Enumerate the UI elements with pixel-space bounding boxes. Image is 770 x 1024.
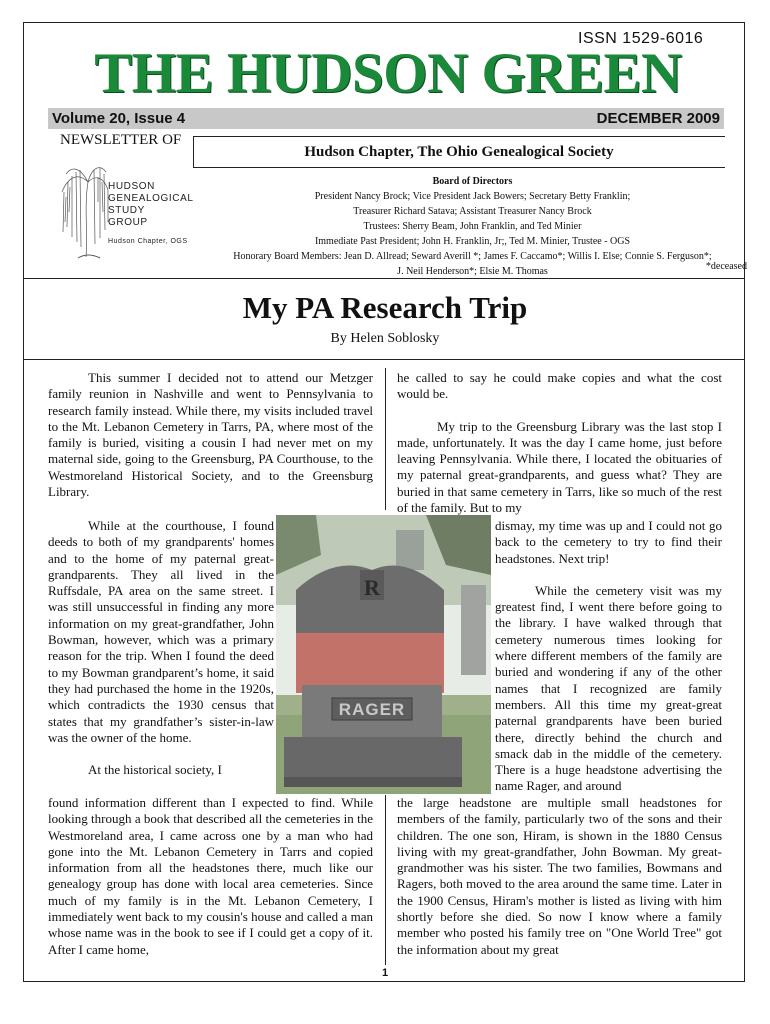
- left-column-top: [48, 370, 373, 500]
- right-column-bottom: [397, 795, 722, 958]
- paragraph: This summer I decided not to attend our Metzger family reunion in Nashville and went to Pennsylvania to research family instead. While there, my visits included travel to the Mt. Lebanon Cemetery in Tarrs, PA, where most of the family is buried, visiting a cousin I had never met on my maternal side, going to the Greensburg, PA Courthouse, to the Westmoreland Historical Society, and to the Greensburg Library.: [48, 370, 373, 500]
- issue-date: DECEMBER 2009: [596, 110, 720, 127]
- paragraph: While the cemetery visit was my greatest find, I went there before going to the library. I have walked through that cemetery numerous times looking for where different members of the family are buried and wondering if any of the other names that I recognized are family members. All this time my great-great paternal grandparents have been buried there, directly behind the church and smack dab in the middle of the cemetery. There is a huge headstone advertising the name Rager, and around: [495, 582, 722, 794]
- column-divider: [385, 368, 386, 510]
- volume-bar: [48, 108, 724, 129]
- left-column-wrap: [48, 518, 274, 778]
- board-line: Honorary Board Members: Jean D. Allread; Seward Averill *; James F. Caccamo*; Willis I. Else; Connie S. Ferguson*;: [233, 251, 712, 262]
- logo-chapter: Hudson Chapter, OGS: [108, 238, 188, 245]
- rager-headstone-photo: [276, 515, 491, 794]
- masthead-title: THE HUDSON GREEN: [94, 42, 682, 105]
- paragraph: While at the courthouse, I found deeds to both of my grandparents' homes and to the home of my paternal great-grandparents. They all lived in the Ruffsdale, PA area on the same street. I was still unsuccessful in finding any more information on my great-grandfather, John Bowman, however, which was a primary reason for the trip. When I found the deed to my Bowman grandparent’s home, it said they had purchased the home in the 1920s, which contradicts the 1930 census that states that my grandfather’s sister-in-law was the owner of the home.: [48, 518, 274, 745]
- paragraph: My trip to the Greensburg Library was the last stop I made, unfortunately. It was the day I came home, just before leaving Pennsylvania. While there, I located the obituaries of my paternal great-grandparents, and guess what? They are buried in that same cemetery in Tarrs, like so much of the rest of the family. But to my: [397, 418, 722, 516]
- right-column-top: [397, 370, 722, 516]
- divider: [23, 278, 745, 279]
- stone-letter: R: [364, 575, 380, 600]
- stone-name: RAGER: [338, 700, 406, 719]
- board-of-directors: [220, 174, 725, 279]
- paragraph: he called to say he could make copies and what the cost would be.: [397, 370, 722, 402]
- board-line: Treasurer Richard Satava; Assistant Treasurer Nancy Brock: [353, 206, 592, 217]
- paragraph: found information different than I expected to find. While looking through a book that described all the cemeteries in the Westmoreland area, I came across one by a man who had gone into the Mt. Lebanon Cemetery in Tarrs and copied information from all the headstones there, much like our genealogy group has done with local area cemeteries. Since much of my family is in the Mt. Lebanon Cemetery, I immediately went back to my cousin's house and called a man whose name was in the book to see if I could get a copy of it. After I came home,: [48, 795, 373, 957]
- issn: ISSN 1529-6016: [578, 30, 704, 47]
- column-divider: [385, 795, 386, 965]
- board-line: Immediate Past President; John H. Franklin, Jr;, Ted M. Minier, Trustee - OGS: [314, 236, 631, 247]
- article-title: My PA Research Trip: [242, 290, 528, 325]
- left-column-bottom: [48, 795, 373, 958]
- newsletter-of: NEWSLETTER OF: [60, 132, 182, 148]
- board-line: President Nancy Brock; Vice President Jack Bowers; Secretary Betty Franklin;: [314, 191, 631, 202]
- board-line: Trustees: Sherry Beam, John Franklin, and Ted Minier: [363, 221, 582, 232]
- right-column-wrap: [495, 518, 722, 795]
- paragraph-start: At the historical society, I: [88, 762, 222, 778]
- deceased-note: *deceased: [705, 261, 747, 272]
- paragraph: dismay, my time was up and I could not go back to the cemetery to try to find their headstones. Next trip!: [495, 518, 722, 566]
- board-line: J. Neil Henderson*; Elsie M. Thomas: [397, 266, 548, 277]
- logo-text: HUDSON GENEALOGICAL STUDY GROUP: [108, 181, 194, 228]
- article-byline: By Helen Soblosky: [330, 331, 440, 346]
- board-heading: Board of Directors: [432, 176, 513, 187]
- divider: [23, 359, 745, 360]
- volume-issue: Volume 20, Issue 4: [52, 110, 186, 127]
- chapter-title: Hudson Chapter, The Ohio Genealogical Society: [304, 144, 614, 160]
- page-number: 1: [381, 967, 389, 979]
- paragraph: the large headstone are multiple small headstones for members of the family, particularly two of the sons and their children. The one son, Hiram, is shown in the 1880 Census living with my great-grandfather, John Bowman. My great-grandmother was his sister. The two families, Bowmans and Ragers, both moved to the area around the same time. Later in the 1900 Census, Hiram's mother is listed as living with him shortly before she died. So now I know where a family member who posted his family tree on "One World Tree" got the information about my great: [397, 795, 722, 957]
